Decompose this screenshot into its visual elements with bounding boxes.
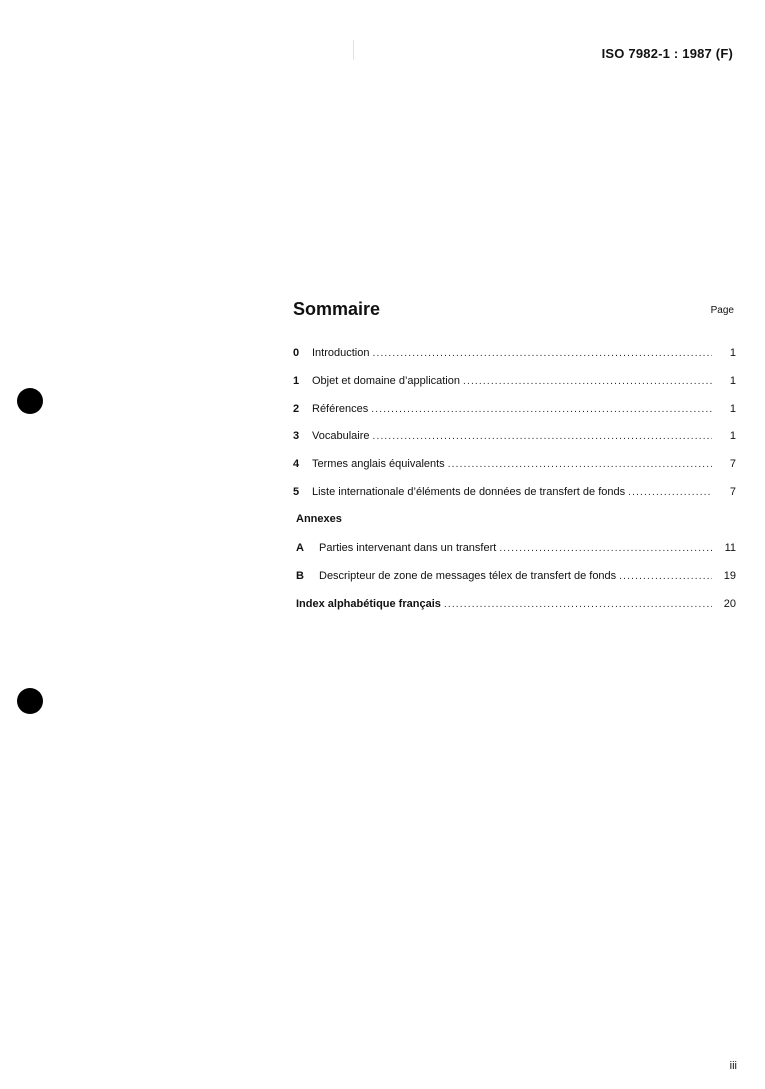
toc-entry-page: 7 <box>729 486 736 498</box>
page-column-label: Page <box>710 305 734 316</box>
toc-entry-label: Introduction <box>312 347 370 359</box>
toc-annex-page: 11 <box>724 542 736 554</box>
toc-entry-label: Liste internationale d’éléments de données de transfert de fonds <box>312 486 626 498</box>
toc-annex-entry <box>296 568 736 584</box>
toc-index-page: 20 <box>723 598 736 610</box>
toc-entry-number: 3 <box>293 430 300 442</box>
toc-dot-leader <box>373 429 713 445</box>
toc-entry <box>293 373 736 389</box>
toc-annex-label: Descripteur de zone de messages télex de transfert de fonds <box>319 570 617 582</box>
toc-entry-page: 1 <box>729 403 736 415</box>
toc-entry-page: 7 <box>729 458 736 470</box>
toc-entry-number: 2 <box>293 403 300 415</box>
toc-title: Sommaire <box>293 299 381 319</box>
toc-entry <box>293 428 736 444</box>
toc-entry <box>293 345 736 361</box>
toc-index-label: Index alphabétique français <box>296 598 441 610</box>
document-reference: ISO 7982-1 : 1987 (F) <box>601 46 733 61</box>
toc-entry-page: 1 <box>729 430 736 442</box>
scan-artifact-line <box>353 40 354 60</box>
toc-entry-number: 4 <box>293 458 300 470</box>
toc-dot-leader <box>444 597 712 613</box>
toc-annex-letter: A <box>296 542 304 554</box>
toc-entry-page: 1 <box>729 347 736 359</box>
toc-entry-label: Références <box>312 403 369 415</box>
toc-dot-leader <box>628 485 712 501</box>
toc-dot-leader <box>499 541 712 557</box>
toc-dot-leader <box>448 457 712 473</box>
punch-hole-top <box>17 388 43 414</box>
toc-entry-number: 0 <box>293 347 300 359</box>
punch-hole-bottom <box>17 688 43 714</box>
toc-entry-number: 5 <box>293 486 300 498</box>
toc-entry <box>293 456 736 472</box>
toc-entry-label: Vocabulaire <box>312 430 370 442</box>
toc-header <box>293 299 734 323</box>
toc-dot-leader <box>619 569 712 585</box>
toc-dot-leader <box>371 402 712 418</box>
toc-annex-entry <box>296 540 736 556</box>
toc-entry <box>293 401 736 417</box>
toc-annex-page: 19 <box>723 570 736 582</box>
toc-annex-letter: B <box>296 570 304 582</box>
toc-dot-leader <box>372 346 712 362</box>
toc-entry <box>293 484 736 500</box>
toc-entry-label: Termes anglais équivalents <box>312 458 445 470</box>
toc-annex-label: Parties intervenant dans un transfert <box>319 542 497 554</box>
toc-entry-page: 1 <box>729 375 736 387</box>
annexes-heading: Annexes <box>296 513 342 525</box>
page-number: iii <box>729 1060 737 1072</box>
toc-entry-number: 1 <box>293 375 300 387</box>
toc-index-entry <box>296 596 736 612</box>
toc-dot-leader <box>463 374 712 390</box>
toc-entry-label: Objet et domaine d’application <box>312 375 460 387</box>
